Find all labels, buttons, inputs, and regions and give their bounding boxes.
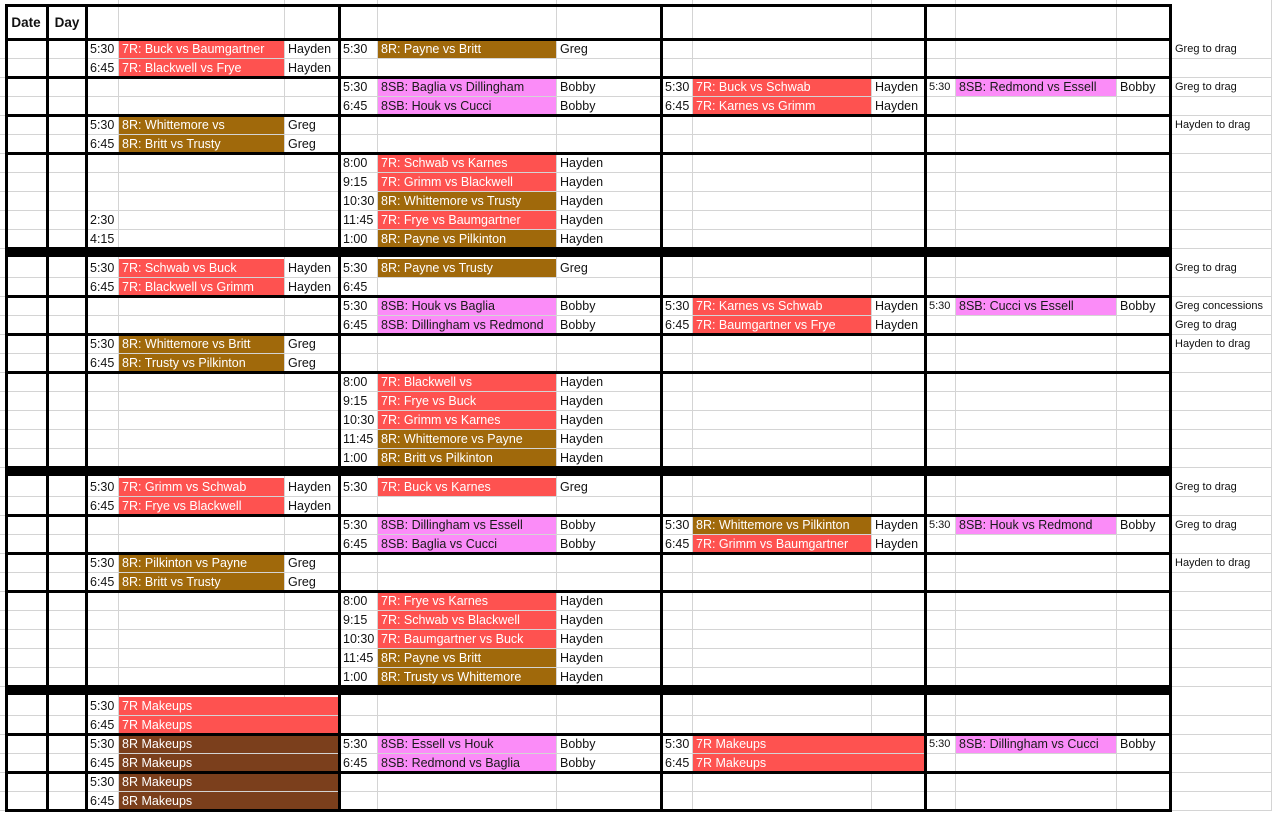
game-time: 10:30 (343, 413, 375, 427)
game-assignee: Hayden (560, 194, 604, 208)
game-matchup: 8SB: Redmond vs Essell (959, 80, 1097, 94)
note-cell: Hayden to drag (1175, 119, 1251, 131)
day-cell (48, 592, 86, 687)
game-assignee: Greg (288, 337, 316, 351)
game-assignee: Hayden (875, 299, 919, 313)
note-cell: Greg to drag (1175, 262, 1237, 274)
game-assignee: Greg (288, 118, 316, 132)
day-cell (48, 478, 86, 516)
day-cell (48, 116, 86, 154)
game-matchup: 8R Makeups (122, 794, 193, 808)
game-matchup: 8SB: Cucci vs Essell (959, 299, 1074, 313)
day-cell (48, 154, 86, 249)
game-assignee: Hayden (288, 499, 332, 513)
game-matchup: 8SB: Redmond vs Baglia (381, 756, 520, 770)
week-separator (5, 250, 1172, 257)
day-block-border (5, 590, 1172, 593)
day-header: Day (54, 15, 80, 30)
game-assignee: Bobby (1120, 518, 1156, 532)
game-matchup: 7R: Grimm vs Karnes (381, 413, 501, 427)
game-time: 5:30 (929, 300, 951, 312)
game-time: 4:15 (90, 232, 115, 246)
game-matchup: 8R: Trusty vs Whittemore (381, 670, 522, 684)
game-assignee: Greg (288, 356, 316, 370)
day-cell (48, 78, 86, 116)
row-gridline (0, 391, 1272, 392)
row-gridline (0, 629, 1272, 630)
day-block-border (5, 514, 1172, 517)
game-time: 5:30 (343, 261, 368, 275)
game-assignee: Bobby (1120, 299, 1156, 313)
game-assignee: Hayden (560, 213, 604, 227)
row-gridline (0, 429, 1272, 430)
game-matchup: 7R: Buck vs Baumgartner (122, 42, 265, 56)
game-matchup: 8SB: Baglia vs Dillingham (381, 80, 525, 94)
game-matchup: 7R: Frye vs Blackwell (122, 499, 242, 513)
note-cell: Greg to drag (1175, 519, 1237, 531)
day-cell (48, 516, 86, 554)
game-matchup: 8SB: Houk vs Baglia (381, 299, 495, 313)
game-matchup: 8R: Payne vs Britt (381, 42, 482, 56)
game-time: 6:45 (343, 318, 368, 332)
date-cell (5, 154, 47, 249)
game-assignee: Hayden (560, 232, 604, 246)
game-matchup: 8SB: Houk vs Redmond (959, 518, 1093, 532)
date-cell (5, 697, 47, 735)
game-matchup: 7R: Schwab vs Karnes (381, 156, 508, 170)
row-gridline (0, 96, 1272, 97)
game-time: 11:45 (343, 213, 374, 227)
game-matchup: 7R: Frye vs Karnes (381, 594, 488, 608)
game-assignee: Hayden (875, 518, 919, 532)
game-assignee: Hayden (560, 432, 604, 446)
game-time: 10:30 (343, 632, 375, 646)
game-time: 6:45 (665, 318, 690, 332)
note-cell: Greg to drag (1175, 81, 1237, 93)
date-header: Date (11, 15, 41, 30)
row-gridline (0, 210, 1272, 211)
game-time: 6:45 (90, 794, 115, 808)
game-time: 11:45 (343, 432, 374, 446)
note-cell: Greg to drag (1175, 481, 1237, 493)
game-matchup: 8R: Whittemore vs Trusty (381, 194, 522, 208)
game-assignee: Hayden (288, 61, 332, 75)
day-block-border (5, 809, 1172, 812)
game-assignee: Bobby (1120, 737, 1156, 751)
game-assignee: Hayden (288, 480, 332, 494)
game-time: 6:45 (90, 718, 115, 732)
game-assignee: Hayden (875, 99, 919, 113)
game-time: 6:45 (90, 356, 115, 370)
game-assignee: Bobby (560, 299, 596, 313)
game-assignee: Hayden (560, 375, 604, 389)
game-assignee: Hayden (875, 80, 919, 94)
game-time: 6:45 (90, 575, 115, 589)
game-matchup: 7R Makeups (122, 718, 193, 732)
game-matchup: 8SB: Dillingham vs Redmond (381, 318, 544, 332)
column-border (924, 4, 927, 812)
game-assignee: Hayden (560, 670, 604, 684)
day-cell (48, 697, 86, 735)
game-time: 5:30 (929, 81, 951, 93)
game-time: 6:45 (665, 537, 690, 551)
day-cell (48, 554, 86, 592)
day-cell (48, 259, 86, 297)
game-assignee: Bobby (560, 80, 596, 94)
date-cell (5, 592, 47, 687)
game-time: 1:00 (343, 232, 368, 246)
week-separator (5, 469, 1172, 476)
date-cell (5, 478, 47, 516)
day-block-border (5, 371, 1172, 374)
game-time: 5:30 (343, 737, 368, 751)
game-assignee: Greg (288, 556, 316, 570)
game-matchup: 7R: Baumgartner vs Frye (696, 318, 836, 332)
game-matchup: 7R: Grimm vs Schwab (122, 480, 247, 494)
game-time: 2:30 (90, 213, 115, 227)
game-time: 6:45 (665, 99, 690, 113)
game-matchup: 7R: Karnes vs Schwab (696, 299, 823, 313)
game-assignee: Greg (560, 480, 588, 494)
game-time: 6:45 (90, 61, 115, 75)
game-time: 5:30 (90, 261, 115, 275)
game-matchup: 7R: Frye vs Buck (381, 394, 477, 408)
game-matchup: 8R: Payne vs Trusty (381, 261, 493, 275)
game-assignee: Hayden (560, 651, 604, 665)
game-time: 6:45 (343, 280, 368, 294)
day-cell (48, 40, 86, 78)
game-matchup: 7R: Blackwell vs Frye (122, 61, 242, 75)
game-assignee: Bobby (560, 99, 596, 113)
game-assignee: Hayden (560, 175, 604, 189)
game-matchup: 8R: Britt vs Pilkinton (381, 451, 493, 465)
game-matchup: 8SB: Essell vs Houk (381, 737, 494, 751)
game-time: 1:00 (343, 670, 368, 684)
game-time: 6:45 (90, 280, 115, 294)
game-time: 10:30 (343, 194, 375, 208)
column-border (5, 4, 8, 812)
game-matchup: 8R: Trusty vs Pilkinton (122, 356, 246, 370)
game-time: 6:45 (90, 756, 115, 770)
game-matchup: 7R: Buck vs Karnes (381, 480, 491, 494)
game-time: 6:45 (90, 499, 115, 513)
game-matchup: 7R: Frye vs Baumgartner (381, 213, 521, 227)
game-matchup: 7R: Karnes vs Grimm (696, 99, 816, 113)
game-assignee: Bobby (560, 318, 596, 332)
row-gridline (0, 534, 1272, 535)
game-time: 9:15 (343, 394, 368, 408)
row-gridline (0, 667, 1272, 668)
game-matchup: 8R: Pilkinton vs Payne (122, 556, 248, 570)
game-matchup: 8R: Britt vs Trusty (122, 137, 221, 151)
game-time: 5:30 (665, 299, 690, 313)
game-time: 5:30 (343, 80, 368, 94)
day-block-border (5, 114, 1172, 117)
day-block-border (5, 733, 1172, 736)
game-time: 5:30 (90, 737, 115, 751)
day-cell (48, 335, 86, 373)
row-gridline (0, 648, 1272, 649)
game-assignee: Greg (288, 575, 316, 589)
game-matchup: 8SB: Baglia vs Cucci (381, 537, 498, 551)
note-cell: Greg to drag (1175, 43, 1237, 55)
date-cell (5, 516, 47, 554)
date-cell (5, 773, 47, 811)
game-matchup: 8R Makeups (122, 737, 193, 751)
game-time: 5:30 (90, 775, 115, 789)
game-time: 5:30 (343, 42, 368, 56)
game-matchup: 8R Makeups (122, 775, 193, 789)
game-assignee: Hayden (288, 280, 332, 294)
game-time: 5:30 (343, 518, 368, 532)
game-assignee: Bobby (1120, 80, 1156, 94)
game-matchup: 7R: Blackwell vs Grimm (122, 280, 254, 294)
game-time: 6:45 (343, 99, 368, 113)
game-matchup: 8R: Payne vs Pilkinton (381, 232, 507, 246)
game-assignee: Hayden (560, 394, 604, 408)
game-assignee: Bobby (560, 537, 596, 551)
game-matchup: 8SB: Dillingham vs Cucci (959, 737, 1099, 751)
column-border (1169, 4, 1172, 812)
game-assignee: Greg (560, 261, 588, 275)
day-cell (48, 773, 86, 811)
game-time: 5:30 (665, 80, 690, 94)
date-cell (5, 335, 47, 373)
day-block-border (5, 333, 1172, 336)
game-time: 8:00 (343, 375, 368, 389)
day-block-border (5, 295, 1172, 298)
game-time: 5:30 (929, 519, 951, 531)
game-time: 6:45 (343, 756, 368, 770)
game-assignee: Hayden (560, 156, 604, 170)
note-cell: Hayden to drag (1175, 338, 1251, 350)
column-border (660, 4, 663, 812)
row-gridline (0, 448, 1272, 449)
game-matchup: 7R Makeups (696, 737, 767, 751)
game-assignee: Hayden (288, 261, 332, 275)
day-block-border (5, 152, 1172, 155)
day-cell (48, 735, 86, 773)
game-time: 6:45 (343, 537, 368, 551)
note-cell: Greg to drag (1175, 319, 1237, 331)
game-time: 5:30 (665, 737, 690, 751)
game-matchup: 8R: Whittemore vs Britt (122, 337, 251, 351)
game-matchup: 8R: Whittemore vs (122, 118, 225, 132)
date-cell (5, 78, 47, 116)
game-matchup: 8SB: Dillingham vs Essell (381, 518, 523, 532)
game-assignee: Greg (560, 42, 588, 56)
game-matchup: 7R: Buck vs Schwab (696, 80, 811, 94)
game-assignee: Hayden (875, 318, 919, 332)
row-gridline (0, 172, 1272, 173)
game-matchup: 7R: Baumgartner vs Buck (381, 632, 524, 646)
column-border (85, 4, 88, 812)
game-matchup: 7R: Schwab vs Buck (122, 261, 237, 275)
game-time: 5:30 (343, 480, 368, 494)
row-gridline (0, 315, 1272, 316)
game-assignee: Hayden (560, 632, 604, 646)
row-gridline (0, 229, 1272, 230)
date-cell (5, 554, 47, 592)
game-matchup: 7R: Grimm vs Baumgartner (696, 537, 849, 551)
date-cell (5, 40, 47, 78)
game-time: 9:15 (343, 175, 368, 189)
game-assignee: Hayden (560, 451, 604, 465)
day-block-border (5, 76, 1172, 79)
game-time: 6:45 (90, 137, 115, 151)
table-top-border (5, 4, 1172, 7)
game-matchup: 8SB: Houk vs Cucci (381, 99, 492, 113)
game-assignee: Hayden (560, 613, 604, 627)
day-cell (48, 373, 86, 468)
game-matchup: 7R: Blackwell vs (381, 375, 472, 389)
row-gridline (0, 610, 1272, 611)
game-time: 5:30 (343, 299, 368, 313)
game-time: 1:00 (343, 451, 368, 465)
game-matchup: 8R: Whittemore vs Payne (381, 432, 523, 446)
game-matchup: 7R Makeups (696, 756, 767, 770)
game-matchup: 7R Makeups (122, 699, 193, 713)
date-cell (5, 116, 47, 154)
game-assignee: Bobby (560, 737, 596, 751)
game-time: 5:30 (665, 518, 690, 532)
header-bottom-border (5, 38, 1172, 41)
game-time: 5:30 (90, 337, 115, 351)
game-matchup: 7R: Schwab vs Blackwell (381, 613, 520, 627)
row-gridline (0, 410, 1272, 411)
game-time: 6:45 (665, 756, 690, 770)
game-time: 5:30 (929, 738, 951, 750)
game-time: 11:45 (343, 651, 374, 665)
game-matchup: 8R Makeups (122, 756, 193, 770)
game-assignee: Hayden (560, 594, 604, 608)
column-border (338, 4, 341, 812)
row-gridline (0, 191, 1272, 192)
note-cell: Greg concessions (1175, 300, 1264, 312)
game-matchup: 8R: Payne vs Britt (381, 651, 482, 665)
date-cell (5, 297, 47, 335)
day-block-border (5, 552, 1172, 555)
game-time: 5:30 (90, 556, 115, 570)
week-separator (5, 688, 1172, 695)
date-cell (5, 259, 47, 297)
game-assignee: Hayden (875, 537, 919, 551)
game-time: 5:30 (90, 42, 115, 56)
game-assignee: Hayden (288, 42, 332, 56)
game-time: 5:30 (90, 699, 115, 713)
date-cell (5, 735, 47, 773)
game-time: 8:00 (343, 594, 368, 608)
game-assignee: Hayden (560, 413, 604, 427)
game-time: 8:00 (343, 156, 368, 170)
game-matchup: 8R: Britt vs Trusty (122, 575, 221, 589)
note-cell: Hayden to drag (1175, 557, 1251, 569)
column-border (46, 4, 49, 812)
game-matchup: 8R: Whittemore vs Pilkinton (696, 518, 850, 532)
game-assignee: Bobby (560, 518, 596, 532)
day-block-border (5, 771, 1172, 774)
game-matchup: 7R: Grimm vs Blackwell (381, 175, 513, 189)
game-time: 5:30 (90, 118, 115, 132)
day-cell (48, 297, 86, 335)
game-time: 9:15 (343, 613, 368, 627)
date-cell (5, 373, 47, 468)
game-time: 5:30 (90, 480, 115, 494)
game-assignee: Bobby (560, 756, 596, 770)
game-assignee: Greg (288, 137, 316, 151)
